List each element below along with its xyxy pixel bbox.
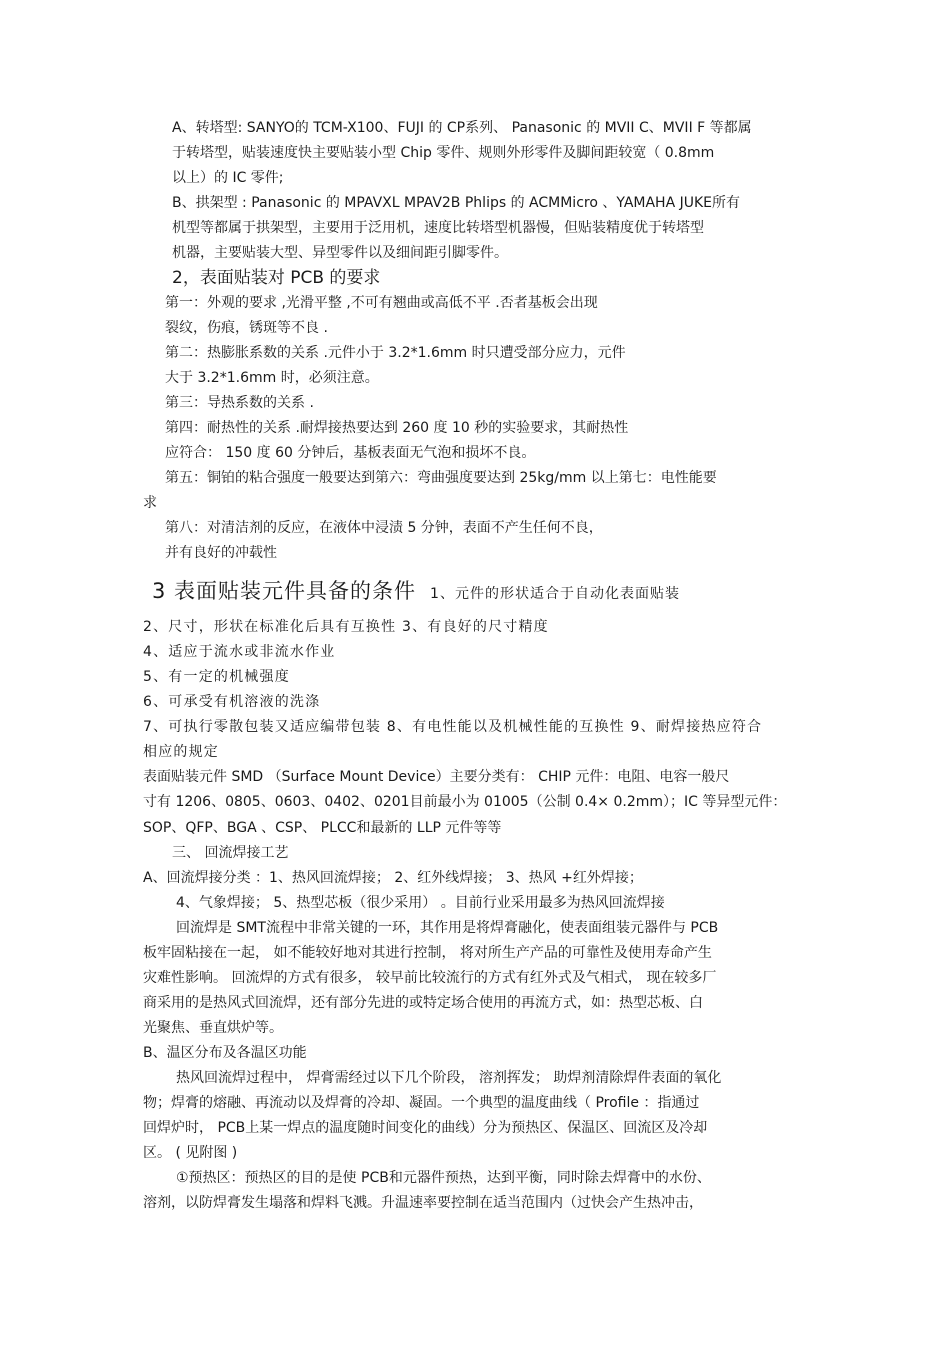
heading-text: 3 表面贴装元件具备的条件 [152,579,417,603]
text-line: SOP、QFP、BGA 、CSP、 PLCC和最新的 LLP 元件等等 [143,820,502,836]
text-line: 5、有一定的机械强度 [143,669,290,685]
text-line: 4、适应于流水或非流水作业 [143,644,336,660]
text-line: 寸有 1206、0805、0603、0402、0201目前最小为 01005（公制 0.4× 0.2mm）；IC 等异型元件： [143,794,787,810]
text-line: 机器，主要贴装大型、异型零件以及细间距引脚零件。 [172,245,508,261]
text-line: 第四：耐热性的关系 .耐焊接热要达到 260 度 10 秒的实验要求，其耐热性 [165,420,629,436]
text-line: 于转塔型，贴装速度快主要贴装小型 Chip 零件、规则外形零件及脚间距较宽（ 0.8mm [172,145,715,161]
section-heading [152,578,680,607]
text-line: 商采用的是热风式回流焊，还有部分先进的或特定场合使用的再流方式，如：热型芯板、白 [143,995,703,1011]
text-line: 表面贴装元件 SMD （Surface Mount Device）主要分类有： CHIP 元件：电阻、电容一般尺 [143,769,730,785]
text-line: 求 [143,495,157,511]
text-line: 回流焊是 SMT流程中非常关键的一环，其作用是将焊膏融化，使表面组装元器件与 PCB [176,920,719,936]
text-line: 区。 ( 见附图 ) [143,1145,238,1161]
text-line: 第五：铜铂的粘合强度一般要达到第六：弯曲强度要达到 25kg/mm 以上第七：电性能要 [165,470,717,486]
text-line: 灾难性影响。 回流焊的方式有很多， 较早前比较流行的方式有红外式及气相式， 现在较多厂 [143,970,717,986]
text-line: ①预热区：预热区的目的是使 PCB和元器件预热，达到平衡，同时除去焊膏中的水份、 [176,1170,711,1186]
text-line: 热风回流焊过程中， 焊膏需经过以下几个阶段， 溶剂挥发； 助焊剂清除焊件表面的氧化 [176,1070,722,1086]
text-line: 第一：外观的要求 ,光滑平整 ,不可有翘曲或高低不平 .否者基板会出现 [165,295,598,311]
text-line: 大于 3.2*1.6mm 时，必须注意。 [165,370,379,386]
text-line: 6、可承受有机溶液的洗涤 [143,694,321,710]
text-line: 4、气象焊接； 5、热型芯板（很少采用） 。目前行业采用最多为热风回流焊接 [176,895,665,911]
text-line: 应符合： 150 度 60 分钟后，基板表面无气泡和损坏不良。 [165,445,536,461]
text-line: 机型等都属于拱架型，主要用于泛用机，速度比转塔型机器慢，但贴装精度优于转塔型 [172,220,704,236]
section-heading: 三、 回流焊接工艺 [172,845,289,861]
text-line: 回焊炉时， PCB上某一焊点的温度随时间变化的曲线）分为预热区、保温区、回流区及冷却 [143,1120,708,1136]
section-heading: B、温区分布及各温区功能 [143,1045,307,1061]
text-line: 以上）的 IC 零件; [172,170,284,186]
text-line: A、回流焊接分类 ：1、热风回流焊接； 2、红外线焊接； 3、热风 +红外焊接； [143,870,643,886]
text-line: 第三：导热系数的关系 . [165,395,314,411]
section-heading: 2，表面贴装对 PCB 的要求 [172,268,381,288]
text-line: 光聚焦、垂直烘炉等。 [143,1020,283,1036]
text-line: 7、可执行零散包装又适应编带包装 8、有电性能以及机械性能的互换性 9、耐焊接热应符合 [143,719,763,735]
text-line: A、转塔型: SANYO的 TCM-X100、FUJI 的 CP系列、 Panasonic 的 MVII C、MVII F 等都属 [172,120,752,136]
text-line: 物；焊膏的熔融、再流动以及焊膏的冷却、凝固。一个典型的温度曲线（ Profile ：指通过 [143,1095,700,1111]
text-line: 2、尺寸，形状在标准化后具有互换性 3、有良好的尺寸精度 [143,619,549,635]
text-line: 溶剂，以防焊膏发生塌落和焊料飞溅。升温速率要控制在适当范围内（过快会产生热冲击， [143,1195,703,1211]
text-line: 裂纹，伤痕，锈斑等不良 . [165,320,328,336]
text-line: 并有良好的冲载性 [165,545,277,561]
text-line: 第八：对清洁剂的反应，在液体中浸渍 5 分钟，表面不产生任何不良， [165,520,603,536]
text-line: 相应的规定 [143,744,219,760]
heading-inline-text: 1、元件的形状适合于自动化表面贴装 [430,586,680,602]
text-line: 板牢固粘接在一起， 如不能较好地对其进行控制， 将对所生产产品的可靠性及使用寿命产生 [143,945,712,961]
text-line: B、拱架型 : Panasonic 的 MPAVXL MPAV2B Phlips 的 ACMMicro 、YAMAHA JUKE所有 [172,195,741,211]
text-line: 第二：热膨胀系数的关系 .元件小于 3.2*1.6mm 时只遭受部分应力，元件 [165,345,626,361]
